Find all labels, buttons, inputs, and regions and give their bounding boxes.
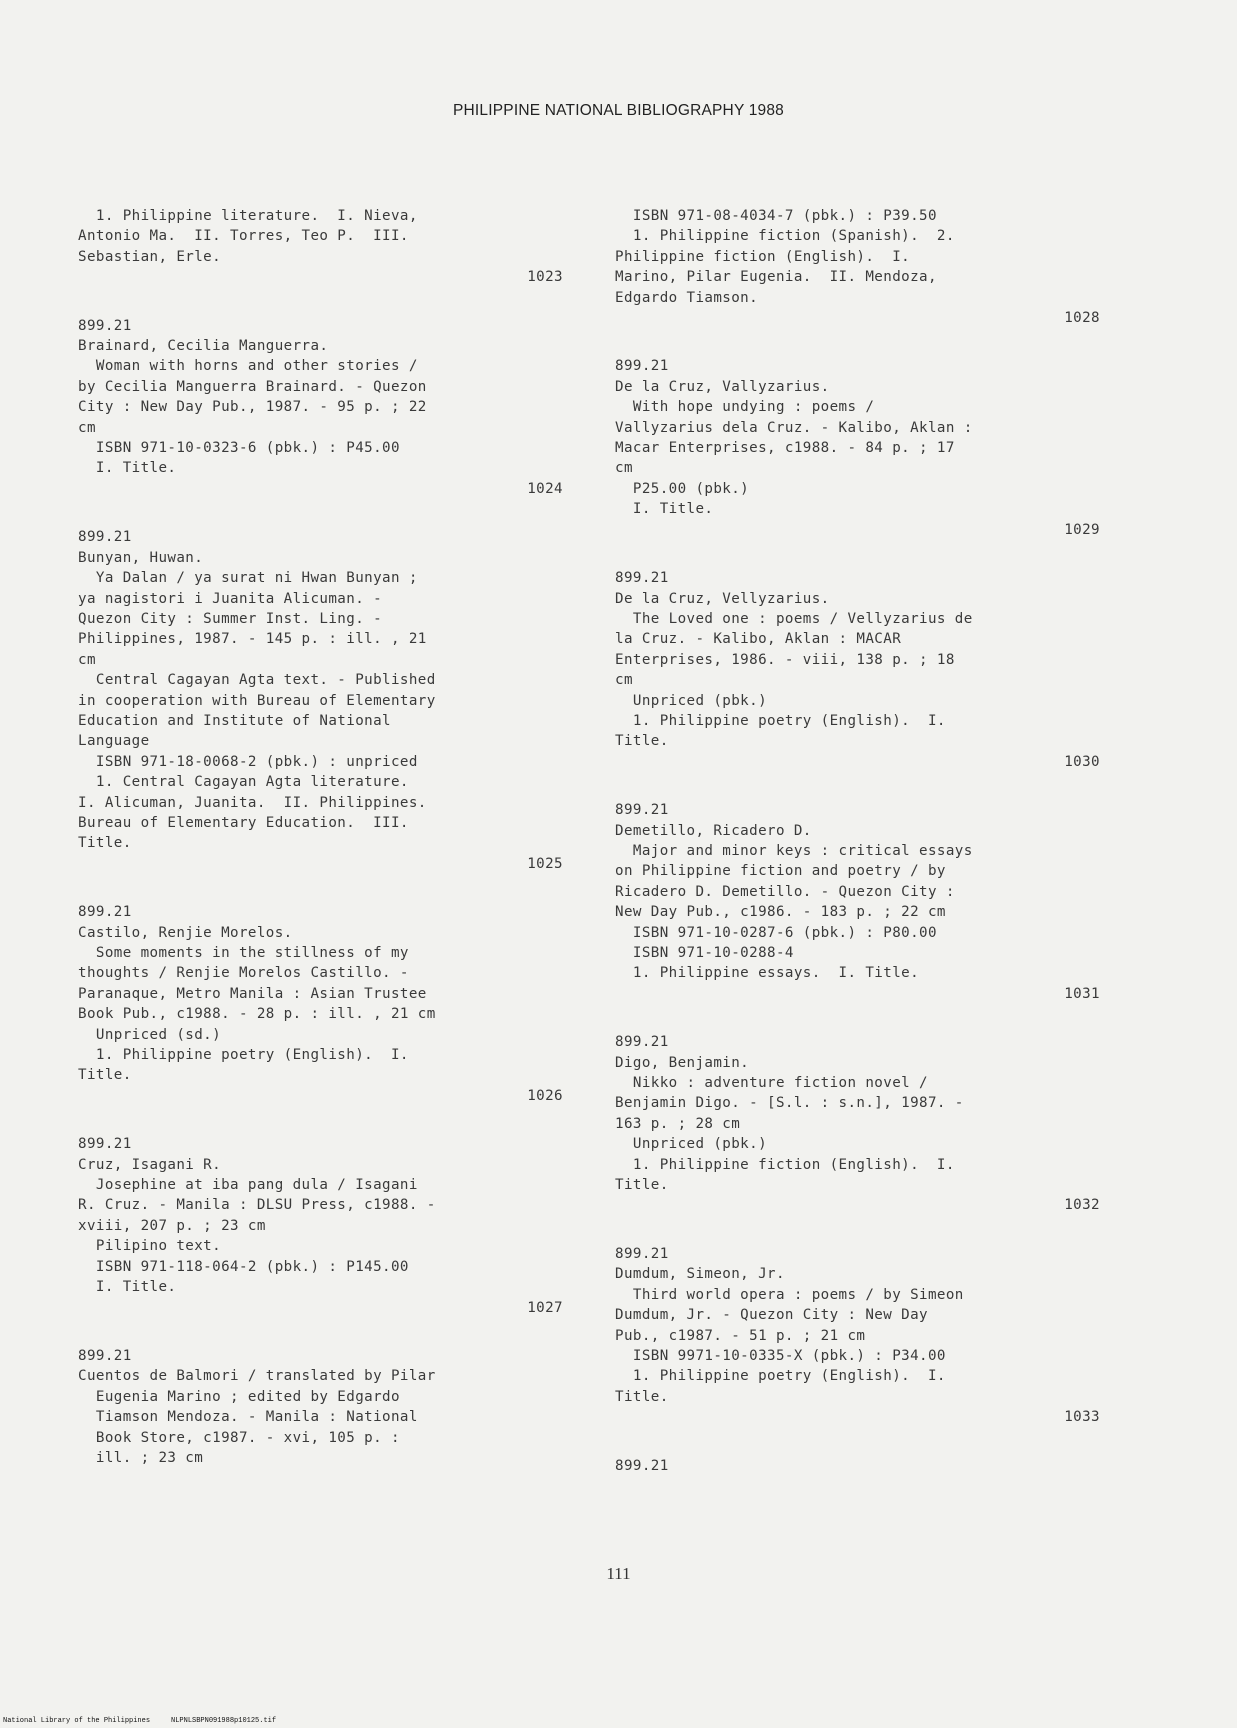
entry-line: 1. Philippine poetry (English). I. xyxy=(78,1047,409,1064)
entry-line: 899.21 xyxy=(615,802,669,819)
entry-number: 1032 xyxy=(1064,1197,1100,1214)
entry-line: Philippine fiction (English). I. xyxy=(615,248,911,265)
entry-line: De la Cruz, Vallyzarius. xyxy=(615,378,830,395)
entry-line: 899.21 xyxy=(78,1347,132,1364)
entry-line: Pilipino text. xyxy=(78,1238,222,1255)
entry-line: 1. Philippine fiction (Spanish). 2. xyxy=(615,228,955,245)
entry-number: 1025 xyxy=(527,855,563,872)
entry-line: Dumdum, Jr. - Quezon City : New Day xyxy=(615,1307,928,1324)
entry-line: 899.21 xyxy=(78,904,132,921)
entry-line: City : New Day Pub., 1987. - 95 p. ; 22 xyxy=(78,399,427,416)
bibliography-entry xyxy=(78,206,563,288)
entry-line: Marino, Pilar Eugenia. II. Mendoza, xyxy=(615,269,937,286)
entry-line: New Day Pub., c1986. - 183 p. ; 22 cm xyxy=(615,904,946,921)
bibliography-entry xyxy=(78,1346,563,1468)
entry-line: 163 p. ; 28 cm xyxy=(615,1115,741,1132)
bibliography-entry xyxy=(78,1134,563,1318)
entry-line: xviii, 207 p. ; 23 cm xyxy=(78,1217,266,1234)
entry-line: 899.21 xyxy=(615,358,669,375)
bibliography-entry xyxy=(78,527,563,874)
bibliography-entry xyxy=(615,568,1100,772)
entry-line: 1. Central Cagayan Agta literature. xyxy=(78,774,409,791)
entry-line: I. Title. xyxy=(615,501,714,518)
bibliography-entry xyxy=(615,356,1100,540)
entry-line: Nikko : adventure fiction novel / xyxy=(615,1075,928,1092)
entry-line: ya nagistori i Juanita Alicuman. - xyxy=(78,590,383,607)
bibliography-entry xyxy=(78,316,563,500)
entry-line: Third world opera : poems / by Simeon xyxy=(615,1286,964,1303)
entry-line: ISBN 9971-10-0335-X (pbk.) : P34.00 xyxy=(615,1347,946,1364)
entry-number: 1023 xyxy=(527,269,563,286)
entry-line: Eugenia Marino ; edited by Edgardo xyxy=(78,1388,400,1405)
entry-line: on Philippine fiction and poetry / by xyxy=(615,863,946,880)
bibliography-entry xyxy=(615,800,1100,1004)
bibliography-entry xyxy=(615,1032,1100,1216)
entry-line: 899.21 xyxy=(78,1136,132,1153)
entry-line: Ya Dalan / ya surat ni Hwan Bunyan ; xyxy=(78,570,418,587)
entry-line: Pub., c1987. - 51 p. ; 21 cm xyxy=(615,1327,866,1344)
entry-number: 1033 xyxy=(1064,1409,1100,1426)
bibliography-entry xyxy=(615,1244,1100,1428)
entry-line: Paranaque, Metro Manila : Asian Trustee xyxy=(78,985,427,1002)
entry-line: 899.21 xyxy=(78,317,132,334)
entry-line: Unpriced (pbk.) xyxy=(615,1136,768,1153)
entry-line: 1. Philippine fiction (English). I. xyxy=(615,1156,955,1173)
entry-line: Macar Enterprises, c1988. - 84 p. ; 17 xyxy=(615,440,955,457)
entry-line: ISBN 971-10-0287-6 (pbk.) : P80.00 xyxy=(615,924,937,941)
left-column xyxy=(78,206,563,1496)
entry-line: Castilo, Renjie Morelos. xyxy=(78,924,293,941)
bibliography-entry xyxy=(615,206,1100,328)
entry-line: Vallyzarius dela Cruz. - Kalibo, Aklan : xyxy=(615,419,973,436)
entry-line: 899.21 xyxy=(615,570,669,587)
right-column xyxy=(615,206,1100,1504)
entry-line: Woman with horns and other stories / xyxy=(78,358,418,375)
entry-line: Antonio Ma. II. Torres, Teo P. III. xyxy=(78,228,409,245)
entry-line: ISBN 971-18-0068-2 (pbk.) : unpriced xyxy=(78,753,418,770)
entry-number: 1027 xyxy=(527,1299,563,1316)
entry-line: R. Cruz. - Manila : DLSU Press, c1988. - xyxy=(78,1197,436,1214)
entry-line: Title. xyxy=(78,1067,132,1084)
entry-line: ISBN 971-10-0288-4 xyxy=(615,945,794,961)
entry-line: Book Pub., c1988. - 28 p. : ill. , 21 cm xyxy=(78,1006,436,1023)
entry-line: The Loved one : poems / Vellyzarius de xyxy=(615,610,973,627)
entry-line: Tiamson Mendoza. - Manila : National xyxy=(78,1409,418,1426)
entry-line: Book Store, c1987. - xvi, 105 p. : xyxy=(78,1429,400,1446)
entry-line: Bunyan, Huwan. xyxy=(78,549,204,566)
entry-line: P25.00 (pbk.) xyxy=(615,480,750,497)
entry-line: Unpriced (pbk.) xyxy=(615,692,768,709)
entry-line: Unpriced (sd.) xyxy=(78,1026,222,1043)
entry-line: 899.21 xyxy=(615,1034,669,1051)
entry-number: 1029 xyxy=(1064,521,1100,538)
entry-line: 899.21 xyxy=(615,1245,669,1262)
entry-line: Edgardo Tiamson. xyxy=(615,289,759,306)
entry-line: Cruz, Isagani R. xyxy=(78,1156,222,1173)
entry-line: Benjamin Digo. - [S.l. : s.n.], 1987. - xyxy=(615,1095,964,1112)
entry-line: cm xyxy=(615,460,633,477)
entry-line: Education and Institute of National xyxy=(78,712,391,729)
entry-line: Philippines, 1987. - 145 p. : ill. , 21 xyxy=(78,631,427,648)
entry-line: ill. ; 23 cm xyxy=(78,1449,204,1466)
entry-line: Demetillo, Ricadero D. xyxy=(615,822,812,839)
entry-line: Some moments in the stillness of my xyxy=(78,945,409,961)
page-number: 111 xyxy=(606,1564,631,1583)
entry-number: 1026 xyxy=(527,1087,563,1104)
entry-line: 899.21 xyxy=(615,1457,669,1474)
entry-line: thoughts / Renjie Morelos Castillo. - xyxy=(78,965,409,982)
entry-line: Digo, Benjamin. xyxy=(615,1054,750,1071)
entry-line: Dumdum, Simeon, Jr. xyxy=(615,1266,785,1283)
entry-line: cm xyxy=(78,651,96,668)
entry-line: Title. xyxy=(78,835,132,852)
entry-line: 899.21 xyxy=(78,529,132,546)
entry-line: Sebastian, Erle. xyxy=(78,248,222,265)
entry-line: Major and minor keys : critical essays xyxy=(615,842,973,859)
entry-line: Enterprises, 1986. - viii, 138 p. ; 18 xyxy=(615,651,955,668)
entry-line: Title. xyxy=(615,733,669,750)
entry-line: I. Title. xyxy=(78,460,177,477)
entry-line: by Cecilia Manguerra Brainard. - Quezon xyxy=(78,378,427,395)
entry-line: Title. xyxy=(615,1177,669,1194)
entry-line: Quezon City : Summer Inst. Ling. - xyxy=(78,610,383,627)
entry-number: 1031 xyxy=(1064,985,1100,1002)
entry-line: Language xyxy=(78,733,150,750)
entry-line: I. Title. xyxy=(78,1279,177,1296)
entry-line: 1. Philippine literature. I. Nieva, xyxy=(78,208,418,224)
bibliography-entry xyxy=(78,902,563,1106)
page-header-title: PHILIPPINE NATIONAL BIBLIOGRAPHY 1988 xyxy=(452,102,784,119)
entry-line: la Cruz. - Kalibo, Aklan : MACAR xyxy=(615,631,902,648)
entry-line: ISBN 971-118-064-2 (pbk.) : P145.00 xyxy=(78,1258,409,1275)
entry-line: With hope undying : poems / xyxy=(615,399,875,416)
entry-line: 1. Philippine poetry (English). I. xyxy=(615,712,946,729)
entry-line: Brainard, Cecilia Manguerra. xyxy=(78,338,329,355)
entry-line: I. Alicuman, Juanita. II. Philippines. xyxy=(78,794,427,811)
entry-line: cm xyxy=(615,672,633,689)
entry-line: 1. Philippine essays. I. Title. xyxy=(615,965,920,982)
entry-line: ISBN 971-10-0323-6 (pbk.) : P45.00 xyxy=(78,440,400,457)
entry-line: cm xyxy=(78,419,96,436)
scan-footer: National Library of the Philippines NLPNLSBPN091988p10125.tif xyxy=(3,1717,277,1725)
entry-line: in cooperation with Bureau of Elementary xyxy=(78,692,436,709)
entry-line: 1. Philippine poetry (English). I. xyxy=(615,1368,946,1385)
entry-number: 1030 xyxy=(1064,753,1100,770)
entry-line: De la Cruz, Vellyzarius. xyxy=(615,590,830,607)
entry-line: Ricadero D. Demetillo. - Quezon City : xyxy=(615,883,955,900)
entry-line: ISBN 971-08-4034-7 (pbk.) : P39.50 xyxy=(615,208,937,224)
entry-number: 1024 xyxy=(527,480,563,497)
entry-number: 1028 xyxy=(1064,310,1100,327)
entry-line: Cuentos de Balmori / translated by Pilar xyxy=(78,1368,436,1385)
entry-line: Bureau of Elementary Education. III. xyxy=(78,814,409,831)
entry-line: Title. xyxy=(615,1388,669,1405)
entry-line: Josephine at iba pang dula / Isagani xyxy=(78,1177,418,1194)
entry-line: Central Cagayan Agta text. - Published xyxy=(78,672,436,689)
bibliography-entry xyxy=(615,1456,1100,1476)
